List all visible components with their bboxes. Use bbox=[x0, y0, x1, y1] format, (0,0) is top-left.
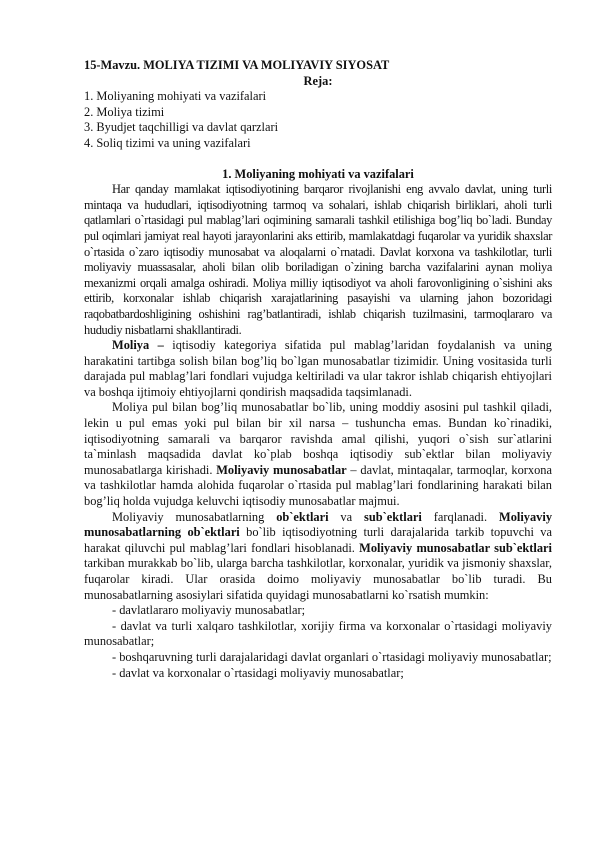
paragraph-text: – davlat, mintaqalar, tarmoqlar, korxona va tashkilotlar hamda alohida fuqarolar o`rtasida pul mablag’lari fondlarining harakati bilan bog’liq holda vujudga keluvchi iqtisodiy munosabatlar majmui. bbox=[84, 462, 552, 509]
term-munosabatlar-subektlari: Moliyaviy munosabatlar sub`ektlari bbox=[359, 540, 552, 555]
term-obektlari: ob`ektlari bbox=[276, 509, 329, 524]
paragraph-intro: Har qanday mamlakat iqtisodiyotining barqaror rivojlanishi eng avvalo davlat, uning turli mintaqa va hududlari, iqtisodiyotning tarmoq va sohalari, ishlab chiqarish birliklari, aholi turli qatlamlari o`rtasidagi pul mablag’lari oqimining samarali tashkil etilishiga bog’liq bo`ladi. Bunday pul oqimlari jamiyat real hayoti jarayonlarini aks ettirib, mamlakatdagi fuqarolar va yuridik shaxslar o`rtasida o`zaro iqtisodiy munosabat va aloqalarni o`rnatadi. Davlat korxona va tashkilotlar, turli moliyaviy muassasalar, aholi bilan olib boriladigan o`zining barcha vazifalarini aynan moliya mexanizmi orqali amalga oshiradi. Moliya milliy iqtisodiyot va aholi farovonligining o`sishini aks ettirib, korxonalar ishlab chiqarish xarajatlarining pasayishi va ularning jahon bozoridagi raqobatbardoshligining oshishini rag’batlantiradi, ishlab chiqarish tuzilmasini, tarmoqlararo va hududiy nisbatlarni shakllantiradi. bbox=[84, 182, 552, 337]
topic-title: 15-Mavzu. MOLIYA TIZIMI VA MOLIYAVIY SIYOSAT bbox=[84, 58, 390, 72]
paragraph-text: Moliyaviy munosabatlarning bbox=[112, 509, 277, 524]
paragraph-moliyaviy-munosabatlar bbox=[84, 400, 552, 509]
paragraph-text: Moliya pul bilan bog’liq munosabatlar bo`lib, uning moddiy asosini pul tashkil qiladi, lekin u pul emas yoki pul bilan bir xil narsa – tushuncha emas. Bundan ko`rinadiki, iqtisodiyotning samarali va barqaror ravishda amal qilishi, yuqori o`sish sur`atlarini ta`minlash maqsadida davlat ko`plab boshqa iqtisodiy sub`ektlar bilan moliyaviy munosabatlarga kirishadi. bbox=[84, 400, 552, 477]
plan-list bbox=[84, 89, 552, 151]
list-item: - davlatlararo moliyaviy munosabatlar; bbox=[112, 603, 306, 618]
paragraph-objects-subjects bbox=[84, 510, 552, 604]
list-item: - davlat va turli xalqaro tashkilotlar, xorijiy firma va korxonalar o`rtasidagi moliyaviy munosabatlar; bbox=[84, 618, 552, 649]
term-subektlari: sub`ektlari bbox=[364, 509, 422, 524]
plan-item: 3. Byudjet taqchilligi va davlat qarzlari bbox=[84, 120, 279, 135]
paragraph-text: bo`lib iqtisodiyotning turli darajalarida tarkib topuvchi va harakat qiluvchi pul mablag’lari fondlari hisoblanadi. bbox=[84, 525, 552, 555]
paragraph-text: iqtisodiy kategoriya sifatida pul mablag’laridan foydalanish va uning harakatini tartibga solish bilan bog’liq bo`lgan munosabatlar tizimidir. Uning vositasida turli darajada pul mablag’lari fondlari vujudga keltiriladi va ular takror ishlab chiqarish ehtiyojlari va boshqa ijtimoiy ehtiyojlarni qondirish maqsadida taqsimlanadi. bbox=[84, 338, 552, 399]
plan-item: 4. Soliq tizimi va uning vazifalari bbox=[84, 135, 251, 150]
term-moliya: Moliya – bbox=[112, 338, 164, 353]
term-munosabatlar-obektlari: Moliyaviy munosabatlarning ob`ektlari bbox=[84, 509, 553, 540]
paragraph-text: tarkiban murakkab bo`lib, ularga barcha tashkilotlar, korxonalar, yuridik va jismoniy shaxslar, fuqarolar kiradi. Ular orasida doimo moliyaviy munosabatlar bo`lib turadi. Bu munosabatlarning asosiylari sifatida quyidagi munosabatlarni ko`rsatish mumkin: bbox=[84, 556, 552, 602]
plan-item: 1. Moliyaning mohiyati va vazifalari bbox=[84, 89, 267, 104]
paragraph-text: farqlanadi. bbox=[421, 509, 500, 524]
list-item: - boshqaruvning turli darajalaridagi davlat organlari o`rtasidagi moliyaviy munosabatlar; bbox=[112, 649, 552, 664]
document-page bbox=[84, 58, 552, 681]
paragraph-moliya-definition bbox=[84, 338, 552, 400]
plan-item: 2. Moliya tizimi bbox=[84, 104, 165, 119]
section-heading: 1. Moliyaning mohiyati va vazifalari bbox=[222, 166, 414, 181]
plan-heading: Reja: bbox=[303, 73, 333, 88]
term-moliyaviy-munosabatlar: Moliyaviy munosabatlar bbox=[216, 462, 347, 477]
paragraph-text: va bbox=[328, 509, 365, 524]
list-item: - davlat va korxonalar o`rtasidagi moliyaviy munosabatlar; bbox=[112, 665, 404, 680]
